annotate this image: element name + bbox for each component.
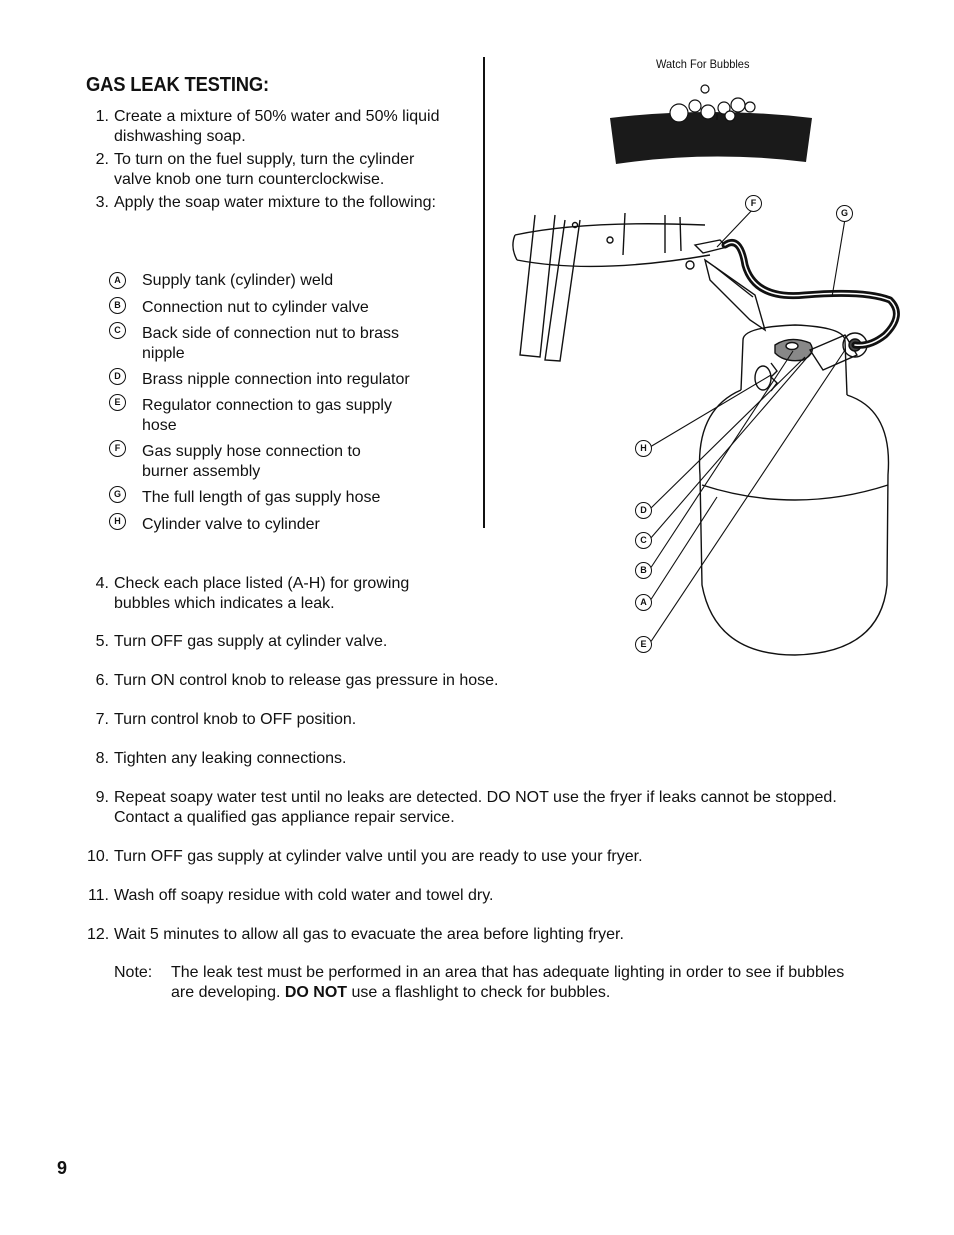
checklist-item-a — [0, 271, 480, 291]
badge-f: F — [109, 440, 126, 457]
figure-label-e: E — [635, 636, 652, 653]
checklist-text-line: nipple — [142, 345, 185, 362]
step-text-line: Turn ON control knob to release gas pressure in hose. — [114, 672, 499, 689]
regulator — [810, 335, 857, 370]
bubble-illustration — [600, 78, 820, 170]
step-text-line: Create a mixture of 50% water and 50% liquid — [114, 108, 440, 125]
badge-g: G — [109, 486, 126, 503]
step-number: 9. — [95, 789, 109, 806]
step-11 — [87, 886, 887, 906]
step-text-line: Turn OFF gas supply at cylinder valve until you are ready to use your fryer. — [114, 848, 643, 865]
step-8 — [87, 749, 887, 769]
step-text-line: valve knob one turn counterclockwise. — [114, 171, 385, 188]
cylinder-illustration — [505, 185, 925, 675]
step-number: 2. — [95, 151, 109, 168]
checklist-text-line: Brass nipple connection into regulator — [142, 371, 410, 388]
step-text-line: Wait 5 minutes to allow all gas to evacuate the area before lighting fryer. — [114, 926, 624, 943]
checklist-text-line: Supply tank (cylinder) weld — [142, 272, 334, 289]
note-text-end: use a flashlight to check for bubbles. — [347, 984, 611, 1001]
step-9 — [87, 788, 907, 828]
step-number: 3. — [95, 194, 109, 211]
step-2 — [87, 150, 477, 190]
badge-e: E — [109, 394, 126, 411]
figure-label-f: F — [745, 195, 762, 212]
step-text-line: Check each place listed (A-H) for growing — [114, 575, 410, 592]
bubble — [731, 98, 745, 112]
step-text-line: Turn control knob to OFF position. — [114, 711, 357, 728]
checklist-text-line: Regulator connection to gas supply — [142, 397, 392, 414]
stand-leg — [520, 215, 555, 357]
stand-leg — [623, 213, 625, 255]
figure-label-a: A — [635, 594, 652, 611]
checklist-text-line: The full length of gas supply hose — [142, 489, 381, 506]
checklist-text-line: Back side of connection nut to brass — [142, 325, 400, 342]
badge-d: D — [109, 368, 126, 385]
step-number: 5. — [95, 633, 109, 650]
cylinder-weld — [702, 485, 888, 500]
step-number: 10. — [87, 848, 110, 865]
checklist-text-line: hose — [142, 417, 177, 434]
checklist-text-line: burner assembly — [142, 463, 261, 480]
checklist-text-line: Gas supply hose connection to — [142, 443, 361, 460]
step-text-line: Tighten any leaking connections. — [114, 750, 347, 767]
step-7 — [87, 710, 887, 730]
cylinder-collar-top — [743, 325, 845, 341]
step-text-line: Repeat soapy water test until no leaks are detected. DO NOT use the fryer if leaks cannot be stopped. — [114, 789, 837, 806]
note-text — [171, 963, 861, 1003]
step-text-line: Turn OFF gas supply at cylinder valve. — [114, 633, 388, 650]
step-text-line: Wash off soapy residue with cold water and towel dry. — [114, 887, 494, 904]
bubble — [745, 102, 755, 112]
surface-band — [610, 112, 812, 164]
step-text-line: Apply the soap water mixture to the following: — [114, 194, 436, 211]
step-1 — [87, 107, 477, 147]
step-number: 7. — [95, 711, 109, 728]
step-text-line: bubbles which indicates a leak. — [114, 595, 335, 612]
column-divider — [483, 57, 485, 528]
figure-label-h: H — [635, 440, 652, 457]
stand-leg — [545, 220, 580, 361]
step-3 — [87, 193, 477, 213]
badge-a: A — [109, 272, 126, 289]
checklist-item-g — [0, 488, 480, 508]
note-bold: DO NOT — [284, 984, 348, 1001]
page-number: 9 — [57, 1158, 68, 1178]
stand-leg — [680, 217, 681, 251]
step-number: 12. — [87, 926, 110, 943]
note-label: Note: — [114, 964, 153, 981]
checklist-item-h — [0, 515, 480, 535]
page-title: GAS LEAK TESTING: — [86, 74, 269, 96]
bubble — [701, 105, 715, 119]
bubble — [725, 111, 735, 121]
bubble — [670, 104, 688, 122]
step-number: 11. — [87, 887, 109, 904]
cylinder-body — [700, 390, 889, 655]
checklist-item-c — [0, 324, 480, 364]
step-text-line: To turn on the fuel supply, turn the cylinder — [114, 151, 415, 168]
figure-label-d: D — [635, 502, 652, 519]
badge-b: B — [109, 297, 126, 314]
bubble — [689, 100, 701, 112]
step-number: 4. — [95, 575, 109, 592]
step-text-line: Contact a qualified gas appliance repair service. — [114, 809, 455, 826]
step-12 — [87, 925, 887, 945]
figure-label-b: B — [635, 562, 652, 579]
checklist-item-e — [0, 396, 480, 436]
figure-label-g: G — [836, 205, 853, 222]
note-text-start: The leak test must be performed in an area that has adequate lighting in order to see if bubbles are developing. — [171, 964, 845, 1001]
checklist-text-line: Cylinder valve to cylinder — [142, 516, 320, 533]
collar-handle-hole — [755, 366, 771, 390]
bubble — [701, 85, 709, 93]
step-number: 8. — [95, 750, 109, 767]
burner-ring-top — [515, 224, 705, 235]
checklist-text-line: Connection nut to cylinder valve — [142, 299, 369, 316]
step-number: 1. — [95, 108, 109, 125]
step-number: 6. — [95, 672, 109, 689]
badge-c: C — [109, 322, 126, 339]
step-text-line: dishwashing soap. — [114, 128, 246, 145]
checklist-item-f — [0, 442, 480, 482]
step-10 — [87, 847, 887, 867]
checklist-item-d — [0, 370, 480, 390]
burner-ring-bottom — [517, 255, 710, 266]
heat-shield — [705, 260, 765, 330]
checklist-item-b — [0, 298, 480, 318]
figure-caption: Watch For Bubbles — [656, 57, 750, 71]
badge-h: H — [109, 513, 126, 530]
figure-label-c: C — [635, 532, 652, 549]
